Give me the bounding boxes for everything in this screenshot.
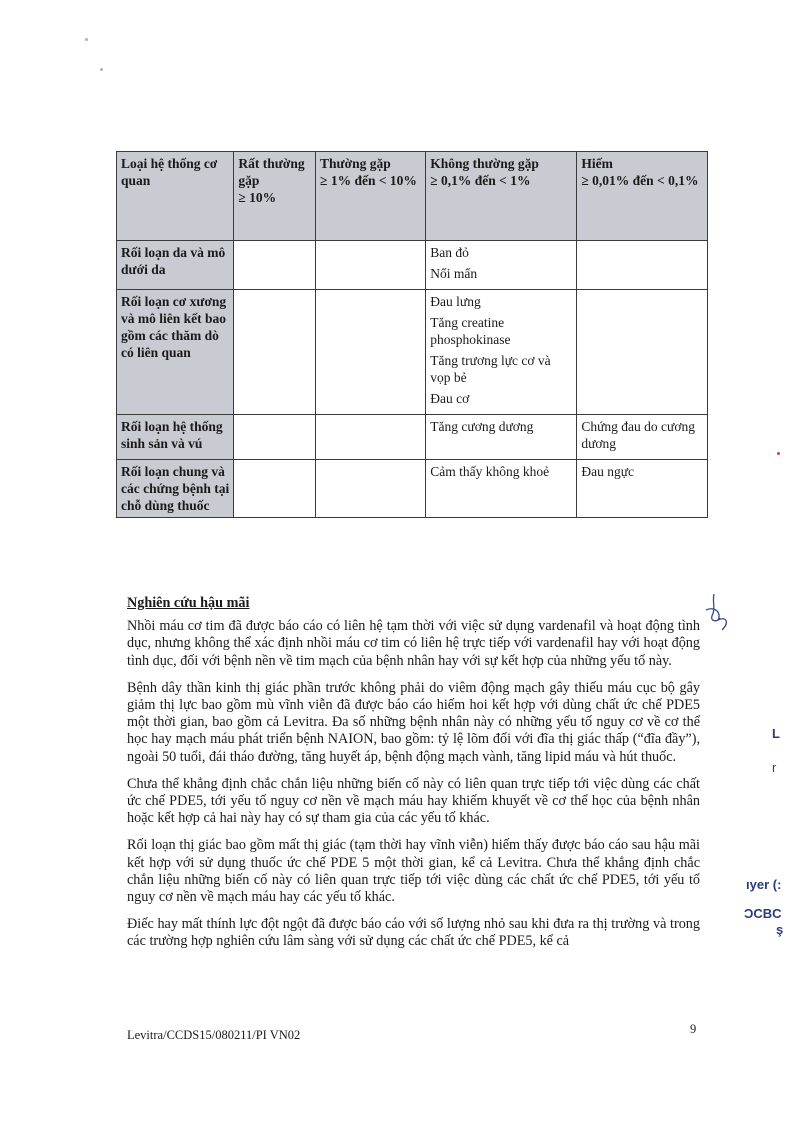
frequency-cell-common: [316, 460, 426, 518]
adverse-event-item: Ban đỏ: [430, 245, 469, 260]
frequency-cell-common: [316, 415, 426, 460]
footer-document-code: Levitra/CCDS15/080211/PI VN02: [127, 1028, 301, 1042]
organ-system-cell: Rối loạn da và mô dưới da: [117, 241, 234, 290]
adverse-event-item: Tăng creatine phosphokinase: [430, 315, 511, 347]
organ-system-cell: Rối loạn hệ thống sinh sản và vú: [117, 415, 234, 460]
adverse-event-item: Cảm thấy không khoẻ: [430, 464, 550, 479]
frequency-cell-uncommon: [426, 460, 577, 518]
adverse-event-item: Tăng trương lực cơ và vọp bẻ: [430, 353, 551, 385]
margin-fragment: L: [772, 726, 780, 741]
frequency-cell-uncommon: [426, 415, 577, 460]
header-rare: Hiếm ≥ 0,01% đến < 0,1%: [577, 152, 708, 241]
footer-page-number: 9: [690, 1022, 697, 1036]
table-header: [117, 152, 708, 241]
scan-speck: [100, 68, 103, 71]
adverse-event-item: Đau cơ: [430, 391, 470, 406]
frequency-cell-very-common: [234, 241, 316, 290]
scan-speck: [85, 38, 88, 41]
table-row: [117, 241, 708, 290]
frequency-cell-common: [316, 241, 426, 290]
frequency-cell-very-common: [234, 290, 316, 415]
frequency-cell-common: [316, 290, 426, 415]
margin-fragment: ıyer (:: [746, 877, 782, 892]
paragraph-myocardial-infarction: Nhồi máu cơ tim đã được báo cáo có liên hệ tạm thời với việc sử dụng vardenafil và hoạt động tình dục, nhưng không thể xác định nhồi máu cơ tim có liên hệ trực tiếp với vardenafil hay với hoạt động tình dục, đối với bệnh nền về tim mạch của bệnh nhân hay với sự kết hợp của những yếu tố này.: [127, 618, 700, 669]
adverse-event-item: Đau lưng: [430, 294, 481, 309]
margin-fragment: ş: [776, 922, 784, 937]
frequency-cell-rare: [577, 290, 708, 415]
adverse-event-item: Nổi mẩn: [430, 266, 478, 281]
organ-system-cell: Rối loạn chung và các chứng bệnh tại chỗ dùng thuốc: [117, 460, 234, 518]
margin-fragment: ƆCBC: [744, 906, 782, 921]
table-body: [117, 241, 708, 518]
table-row: [117, 290, 708, 415]
paragraph-hearing-loss: Điếc hay mất thính lực đột ngột đã được báo cáo với số lượng nhỏ sau khi đưa ra thị trường và trong các trường hợp nghiên cứu lâm sàng với sử dụng các chất ức chế PDE5, kể cả: [127, 916, 700, 950]
handwritten-initials: [700, 592, 736, 636]
table-row: [117, 415, 708, 460]
frequency-cell-uncommon: [426, 241, 577, 290]
adverse-event-item: Tăng cương dương: [430, 419, 534, 434]
post-marketing-section: [127, 595, 700, 961]
adverse-effects-table: [116, 151, 708, 518]
header-organ-system: Loại hệ thống cơ quan: [117, 152, 234, 241]
header-common: Thường gặp ≥ 1% đến < 10%: [316, 152, 426, 241]
scan-speck: [777, 452, 780, 455]
paragraph-visual-disturbance: Rối loạn thị giác bao gồm mất thị giác (tạm thời hay vĩnh viễn) hiếm thấy được báo cáo sau hậu mãi kết hợp với sử dụng thuốc ức chế PDE 5 một thời gian, kể cả Levitra. Chưa thể khẳng định chắc chắn liệu những biến cố này có liên quan trực tiếp tới việc dùng các chất ức chế PDE5, tới yếu tố nguy cơ nền về mạch máu hay các yếu tố khác.: [127, 837, 700, 906]
frequency-cell-rare: [577, 415, 708, 460]
frequency-cell-uncommon: [426, 290, 577, 415]
header-uncommon: Không thường gặp ≥ 0,1% đến < 1%: [426, 152, 577, 241]
margin-fragment: r: [772, 760, 777, 775]
adverse-event-item: Đau ngực: [581, 464, 635, 479]
adverse-event-item: Chứng đau do cương dương: [581, 419, 695, 451]
frequency-cell-rare: [577, 241, 708, 290]
frequency-cell-very-common: [234, 460, 316, 518]
organ-system-cell: Rối loạn cơ xương và mô liên kết bao gồm các thăm dò có liên quan: [117, 290, 234, 415]
paragraph-causality: Chưa thể khẳng định chắc chắn liệu những biến cố này có liên quan trực tiếp tới việc dùng các chất ức chế PDE5, tới yếu tố nguy cơ nền về mạch máu hay khiếm khuyết về cơ thể học của bệnh nhân hoặc kết hợp cả hai này hay có sự tham gia của các yếu tố khác.: [127, 775, 700, 827]
table-header-row: [117, 152, 708, 241]
section-heading: Nghiên cứu hậu mãi: [127, 595, 250, 611]
frequency-cell-very-common: [234, 415, 316, 460]
paragraph-naion: Bệnh dây thần kinh thị giác phần trước không phải do viêm động mạch gây thiếu máu cục bộ gây giảm thị lực bao gồm mù vĩnh viễn đã được báo cáo hiếm hoi kết hợp với dùng chất ức chế PDE5 một thời gian, bao gồm cả Levitra. Đa số những bệnh nhân này có những yếu tố nguy cơ về cơ thể học hay mạch máu phát triển bệnh NAION, bao gồm: tỷ lệ lõm đối với đĩa thị giác thấp (“đĩa đầy”), ngoài 50 tuổi, đái tháo đường, tăng huyết áp, bệnh động mạch vành, tăng lipid máu và hút thuốc.: [127, 679, 700, 765]
header-very-common: Rất thường gặp ≥ 10%: [234, 152, 316, 241]
table-row: [117, 460, 708, 518]
frequency-cell-rare: [577, 460, 708, 518]
